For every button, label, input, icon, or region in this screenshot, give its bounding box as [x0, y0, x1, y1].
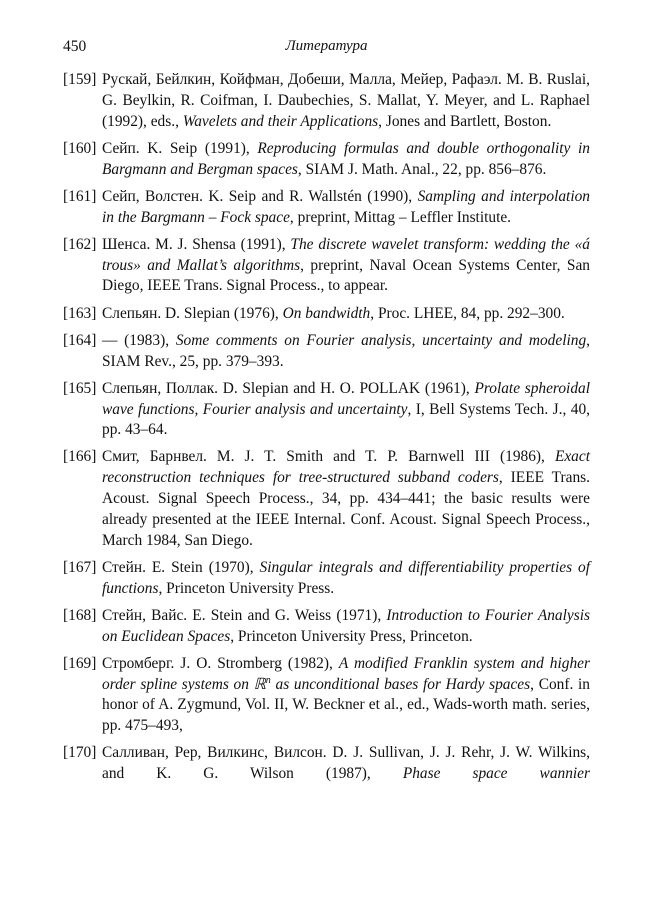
reference-title-fragment: Some comments on Fourier analysis, uncertainty and modeling — [175, 331, 587, 349]
reference-text — [102, 379, 590, 441]
reference-entry — [63, 743, 590, 785]
reference-fragment: , Conf. in honor of A. Zygmund, Vol. II, W. Beckner et al., ed., Wads-worth math. series, pp. 475–493, — [102, 675, 590, 735]
reference-text — [102, 558, 590, 600]
reference-title-fragment: Wavelets and their Applications — [182, 112, 379, 130]
reference-fragment: Рускай, Бейлкин, Койфман, Добеши, Малла, Мейер, Рафаэл. M. B. Ruslai, G. Beylkin, R. Coifman, I. Daubechies, S. Mallat, Y. Meyer, and L. Raphael (1992), eds., — [102, 71, 590, 130]
reference-fragment: , preprint, Mittag – Leffler Institute. — [289, 208, 512, 226]
reference-entry — [63, 235, 590, 297]
reference-fragment: , IEEE Trans. Acoust. Signal Speech Process., 34, pp. 434–441; the basic results were already presented at the IEEE Internal. Conf. Acoust. Signal Speech Process., March 1984, San Diego. — [102, 469, 590, 549]
reference-fragment: Слепьян, Поллак. D. Slepian and H. O. POLLAK (1961), — [102, 379, 475, 397]
reference-text — [102, 187, 590, 229]
reference-text — [102, 743, 590, 785]
reference-number: [169] — [63, 654, 97, 672]
reference-title-fragment: The discrete wavelet transform: wedding the «á trous» and Mallat’s algorithms — [102, 235, 590, 274]
reference-title-fragment: A modified Franklin system and higher order spline systems on ℝ — [102, 654, 590, 693]
reference-fragment: Сейп. K. Seip (1991), — [102, 139, 258, 157]
reference-entry — [63, 654, 590, 737]
reference-title-fragment: On bandwidth — [282, 304, 371, 322]
reference-entry — [63, 379, 590, 441]
reference-text — [102, 139, 590, 181]
reference-entry — [63, 139, 590, 181]
reference-title-fragment: Sampling and interpolation in the Bargmann – Fock space — [102, 187, 590, 226]
reference-text — [102, 654, 590, 737]
reference-entry — [63, 558, 590, 600]
page-number: 450 — [63, 38, 87, 55]
reference-title-fragment: n — [265, 674, 271, 686]
reference-text — [102, 606, 590, 648]
reference-title-fragment: Singular integrals and differentiability properties of functions — [102, 558, 590, 597]
reference-fragment: , SIAM Rev., 25, pp. 379–393. — [102, 331, 591, 370]
reference-fragment: Салливан, Рер, Вилкинс, Вилсон. D. J. Sullivan, J. J. Rehr, J. W. Wilkins, and K. G. Wilson (1987), — [102, 744, 590, 783]
reference-number: [166] — [63, 448, 97, 466]
reference-entry — [63, 187, 590, 229]
reference-number: [160] — [63, 139, 97, 157]
reference-fragment: , Jones and Bartlett, Boston. — [378, 112, 552, 130]
reference-title-fragment: Phase space wannier — [402, 765, 590, 783]
reference-title-fragment: as unconditional bases for Hardy spaces — [270, 675, 531, 693]
reference-entry — [63, 606, 590, 648]
reference-entry — [63, 70, 590, 132]
reference-entry — [63, 304, 590, 325]
reference-list — [63, 70, 590, 791]
reference-entry — [63, 447, 590, 551]
running-head: Литература — [285, 38, 368, 54]
reference-fragment: Стейн, Вайс. E. Stein and G. Weiss (1971), — [102, 606, 387, 624]
reference-fragment: Стромберг. J. O. Stromberg (1982), — [102, 654, 339, 672]
reference-number: [159] — [63, 71, 97, 88]
reference-text — [102, 331, 590, 373]
reference-fragment: , Princeton University Press. — [158, 579, 335, 597]
reference-fragment: , Princeton University Press, Princeton. — [230, 627, 473, 645]
reference-title-fragment: Exact reconstruction techniques for tree-structured subband coders — [102, 448, 590, 487]
reference-text — [102, 304, 590, 325]
reference-number: [162] — [63, 235, 97, 253]
reference-text — [102, 447, 590, 551]
reference-title-fragment: Prolate spheroidal wave functions, Fourier analysis and uncertainty — [102, 379, 590, 418]
reference-fragment: Шенса. M. J. Shensa (1991), — [102, 235, 291, 253]
reference-entry — [63, 331, 590, 373]
reference-fragment: , SIAM J. Math. Anal., 22, pp. 856–876. — [297, 160, 547, 178]
reference-title-fragment: Reproducing formulas and double orthogonality in Bargmann and Bergman spaces — [102, 139, 591, 178]
reference-fragment: — (1983), — [102, 331, 176, 349]
reference-title-fragment: Introduction to Fourier Analysis on Euclidean Spaces — [102, 606, 590, 645]
reference-number: [167] — [63, 558, 97, 576]
reference-fragment: Стейн. E. Stein (1970), — [102, 558, 260, 576]
reference-number: [170] — [63, 744, 97, 762]
page-header — [63, 38, 590, 60]
reference-number: [168] — [63, 606, 97, 624]
reference-fragment: , Proc. LHEE, 84, pp. 292–300. — [370, 304, 565, 322]
reference-fragment: , I, Bell Systems Tech. J., 40, pp. 43–64. — [102, 400, 590, 439]
reference-number: [164] — [63, 331, 97, 349]
reference-text — [102, 70, 590, 132]
reference-fragment: Смит, Барнвел. M. J. T. Smith and T. P. Barnwell III (1986), — [102, 448, 555, 466]
reference-text — [102, 235, 590, 297]
reference-number: [161] — [63, 187, 97, 205]
reference-fragment: Слепьян. D. Slepian (1976), — [102, 304, 283, 322]
reference-number: [165] — [63, 379, 97, 397]
reference-number: [163] — [63, 304, 97, 322]
reference-fragment: Сейп, Волстен. K. Seip and R. Wallstén (1990), — [102, 187, 418, 205]
reference-fragment: , preprint, Naval Ocean Systems Center, San Diego, IEEE Trans. Signal Process., to appear. — [102, 256, 590, 295]
